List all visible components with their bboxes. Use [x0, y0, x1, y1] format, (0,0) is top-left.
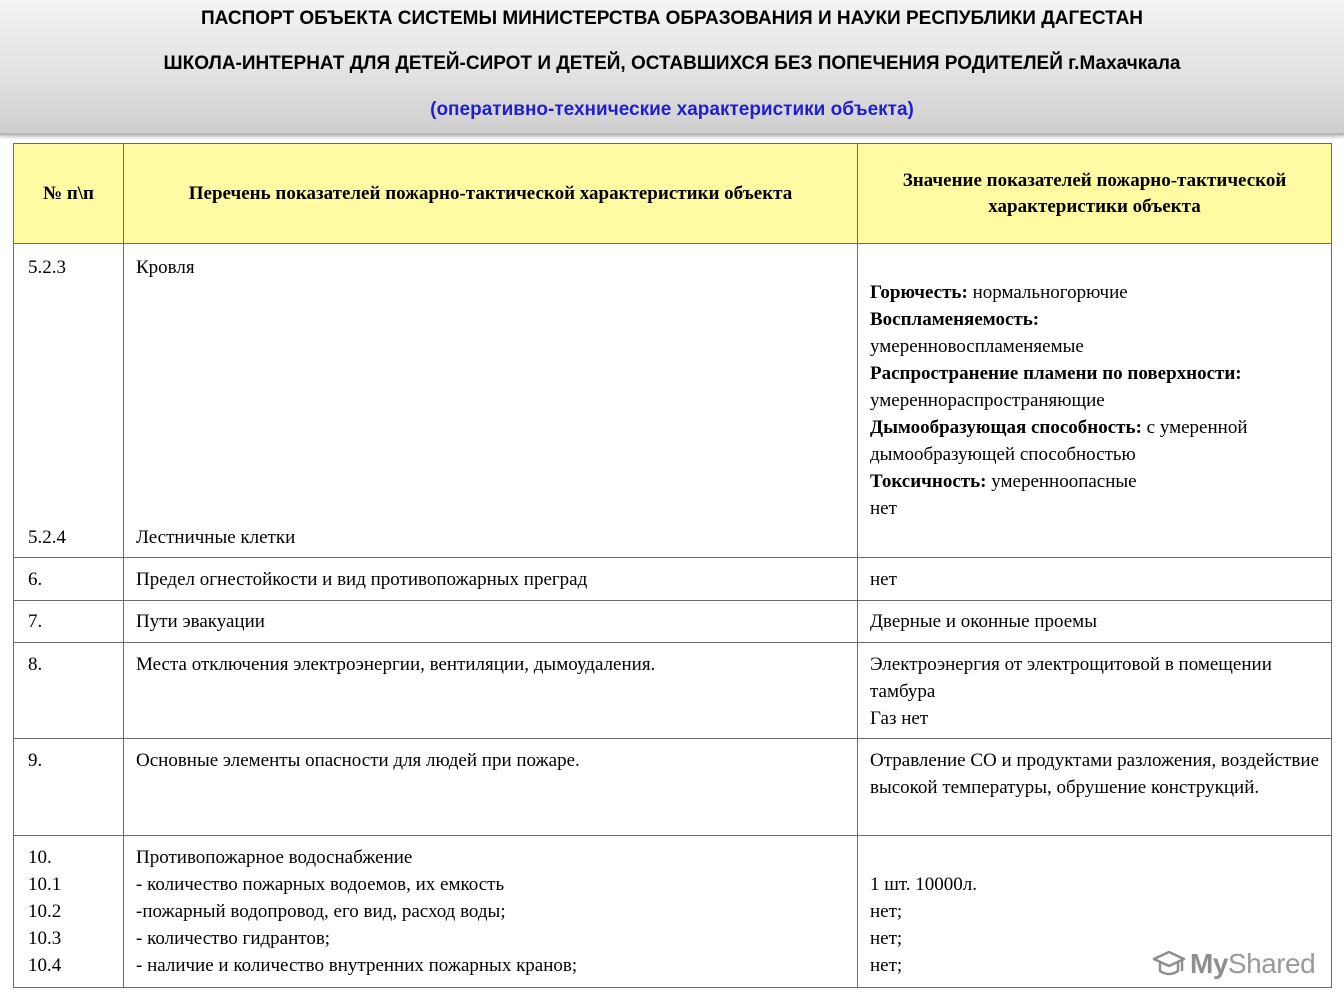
value-text: нет: [870, 498, 897, 519]
column-header-value: Значение показателей пожарно-тактической характеристики объекта: [858, 144, 1332, 244]
row-number: 10.4: [28, 955, 62, 976]
value-cell: [858, 244, 1332, 558]
value-text: умереннораспространяющие: [870, 390, 1105, 411]
row-number: 8.: [14, 643, 124, 739]
value-text: нет;: [870, 928, 903, 949]
row-number-cell: [14, 244, 124, 558]
indicator-text: Пути эвакуации: [124, 601, 858, 643]
watermark-brand-my: My: [1190, 948, 1228, 979]
indicator-text: Основные элементы опасности для людей при пожаре.: [124, 739, 858, 836]
value-label: Горючесть:: [870, 282, 968, 303]
indicator-text: -пожарный водопровод, его вид, расход воды;: [136, 901, 506, 922]
value-label: Воспламеняемость:: [870, 309, 1040, 330]
value-text: Дверные и оконные проемы: [858, 601, 1332, 643]
table-row: [14, 244, 1332, 558]
indicator-text: Противопожарное водоснабжение: [136, 847, 413, 868]
value-text: нет: [858, 558, 1332, 601]
value-text: с умеренной дымообразующей способностью: [870, 417, 1248, 465]
value-text: нормальногорючие: [967, 282, 1128, 303]
myshared-watermark: [1152, 944, 1315, 984]
column-header-indicator: Перечень показателей пожарно-тактической характеристики объекта: [124, 144, 858, 244]
row-number: 10.: [28, 847, 52, 868]
row-number: 10.2: [28, 901, 62, 922]
value-text: умеренновоспламеняемые: [870, 336, 1084, 357]
table-row: [14, 836, 1332, 988]
column-header-number: № п\п: [14, 144, 124, 244]
row-number: 6.: [14, 558, 124, 601]
row-number: 10.1: [28, 874, 62, 895]
characteristics-table: [13, 143, 1332, 988]
value-text: Отравление СО и продуктами разложения, воздействие высокой температуры, обрушение конструкций.: [858, 739, 1332, 836]
indicator-text: - наличие и количество внутренних пожарных кранов;: [136, 955, 578, 976]
indicator-text: - количество гидрантов;: [136, 928, 331, 949]
row-number-cell: [14, 836, 124, 988]
indicator-text: Кровля: [136, 257, 195, 278]
header-title-line-2: ШКОЛА-ИНТЕРНАТ ДЛЯ ДЕТЕЙ-СИРОТ И ДЕТЕЙ, ОСТАВШИХСЯ БЕЗ ПОПЕЧЕНИЯ РОДИТЕЛЕЙ г.Махачкала: [163, 53, 1181, 74]
indicator-text: Предел огнестойкости и вид противопожарных преград: [124, 558, 858, 601]
header-subtitle: (оперативно-технические характеристики объекта): [430, 99, 914, 120]
table-row: [14, 601, 1332, 643]
value-text: нет;: [870, 901, 903, 922]
value-text: нет;: [870, 955, 903, 976]
page-header: [0, 0, 1344, 135]
row-number: 5.2.4: [28, 527, 66, 548]
row-number: 10.3: [28, 928, 62, 949]
indicator-text: Места отключения электроэнергии, вентиляции, дымоудаления.: [124, 643, 858, 739]
row-number: 9.: [14, 739, 124, 836]
value-label: Распространение пламени по поверхности:: [870, 363, 1242, 384]
mortarboard-icon: [1152, 947, 1186, 981]
header-title-line-1: ПАСПОРТ ОБЪЕКТА СИСТЕМЫ МИНИСТЕРСТВА ОБРАЗОВАНИЯ И НАУКИ РЕСПУБЛИКИ ДАГЕСТАН: [200, 8, 1144, 29]
value-text: [870, 279, 1319, 522]
table-row: [14, 739, 1332, 836]
row-number: 7.: [14, 601, 124, 643]
value-text: 1 шт. 10000л.: [870, 874, 977, 895]
value-label: Токсичность:: [870, 471, 987, 492]
table-row: [14, 558, 1332, 601]
row-number: 5.2.3: [28, 257, 66, 278]
value-text: умеренноопасные: [986, 471, 1137, 492]
watermark-brand-shared: Shared: [1227, 948, 1316, 979]
value-label: Дымообразующая способность:: [870, 417, 1142, 438]
value-text: Электроэнергия от электрощитовой в помещении тамбура: [870, 654, 1272, 702]
indicator-text: Лестничные клетки: [136, 527, 296, 548]
indicator-cell: [124, 244, 858, 558]
value-cell: [858, 643, 1332, 739]
table-row: [14, 643, 1332, 739]
value-text: Газ нет: [870, 708, 929, 729]
indicator-cell: [124, 836, 858, 988]
table-header-row: [14, 144, 1332, 244]
indicator-text: - количество пожарных водоемов, их емкость: [136, 874, 505, 895]
